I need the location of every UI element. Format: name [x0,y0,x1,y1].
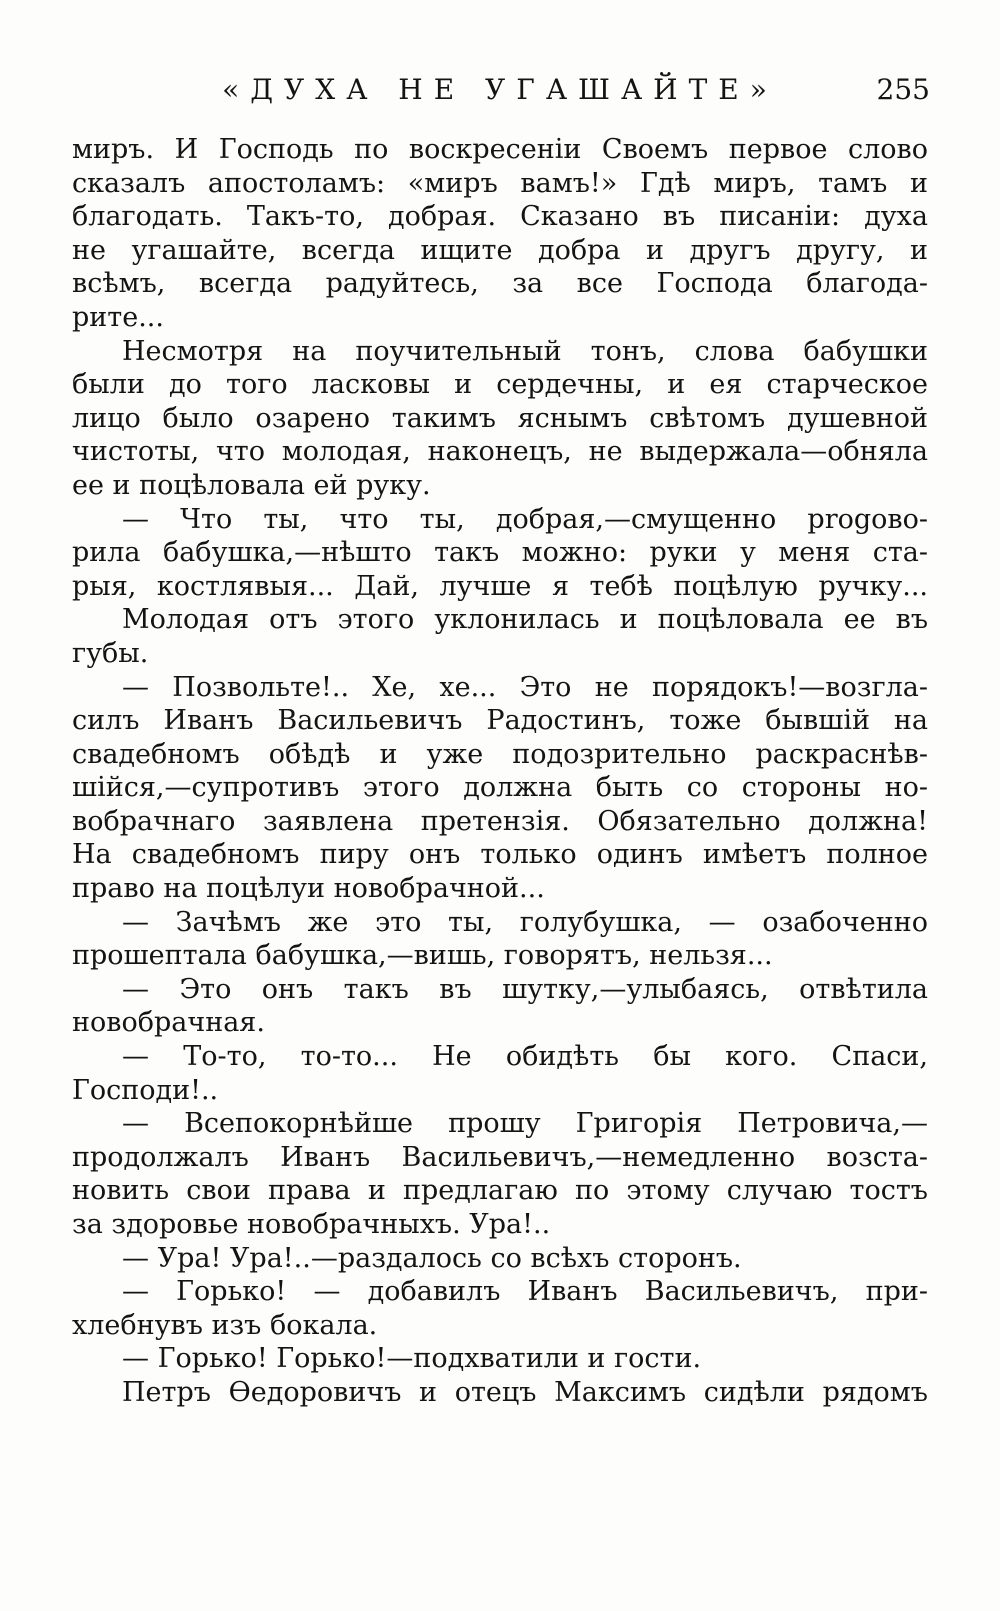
text-line: Петръ Ѳедоровичъ и отецъ Максимъ сидѣли рядомъ [122,1376,928,1408]
text-line: новобрачная. [72,1007,265,1039]
text-line: новить свои права и предлагаю по этому случаю тостъ [72,1175,928,1207]
text-line: — Горько! — добавилъ Иванъ Васильевичъ, при- [122,1276,928,1308]
text-line: — Всепокорнѣйше прошу Григорія Петровича,— [122,1108,928,1140]
text-line: благодать. Такъ-то, добрая. Сказано въ писаніи: духа [72,201,928,233]
text-line: — Ура! Ура!..—раздалось со всѣхъ сторонъ. [122,1242,742,1274]
text-line: всѣмъ, всегда радуйтесь, за все Господа благода- [72,268,928,300]
text-line: миръ. И Господь по воскресеніи Своемъ первое слово [72,134,928,165]
text-line: шійся,—супротивъ этого должна быть со стороны но- [72,772,928,804]
text-line: — Позвольте!.. Хе, хе... Это не порядокъ!—возгла- [122,671,928,703]
text-line: вобрачнаго заявлена претензія. Обязательно должна! [72,805,928,837]
text-line: хлебнувъ изъ бокала. [72,1309,378,1341]
text-line: ее и поцѣловала ей руку. [72,469,431,501]
text-line: губы. [72,637,149,669]
text-line: — Это онъ такъ въ шутку,—улыбаясь, отвѣтила [122,973,928,1005]
text-line: чистоты, что молодая, наконецъ, не выдержала—обняла [72,436,928,468]
text-line: — То-то, то-то... Не обидѣть бы кого. Спаси, [122,1041,928,1073]
text-line: рила бабушка,—нѣшто такъ можно: руки у меня ста- [72,537,928,569]
text-line: лицо было озарено такимъ яснымъ свѣтомъ душевной [72,402,928,434]
text-line: На свадебномъ пиру онъ только одинъ имѣетъ полное [72,839,928,871]
body-text [72,133,928,1410]
running-title: «ДУХА НЕ УГАШАЙТЕ» [222,73,778,106]
text-line: сказалъ апостоламъ: «миръ вамъ!» Гдѣ миръ, тамъ и [72,167,928,199]
text-line: прошептала бабушка,—вишь, говорятъ, нельзя... [72,940,773,972]
text-line: не угашайте, всегда ищите добра и другъ другу, и [72,234,928,266]
text-line: силъ Иванъ Васильевичъ Радостинъ, тоже бывшій на [72,705,928,737]
text-line: свадебномъ обѣдѣ и уже подозрительно раскраснѣв- [72,738,928,770]
text-line: — Что ты, что ты, добрая,—смущенно progово- [122,503,928,535]
page-header [70,70,930,110]
text-line: — Горько! Горько!—подхватили и гости. [122,1343,702,1375]
text-line: Несмотря на поучительный тонъ, слова бабушки [122,335,928,367]
text-line: были до того ласковы и сердечны, и ея старческое [72,369,928,401]
text-line: Молодая отъ этого уклонилась и поцѣловала ее въ [122,604,928,636]
text-line: за здоровье новобрачныхъ. Ура!.. [72,1209,551,1240]
text-line: рите... [72,301,164,333]
text-line: продолжалъ Иванъ Васильевичъ,—немедленно возста- [72,1141,928,1173]
text-line: — Зачѣмъ же это ты, голубушка, — озабоченно [122,906,928,938]
text-line: Господи!.. [72,1074,219,1106]
text-line: рыя, костлявыя... Дай, лучше я тебѣ поцѣлую ручку... [72,570,928,602]
text-line: право на поцѣлуи новобрачной... [72,873,545,905]
page-number: 255 [876,73,930,106]
